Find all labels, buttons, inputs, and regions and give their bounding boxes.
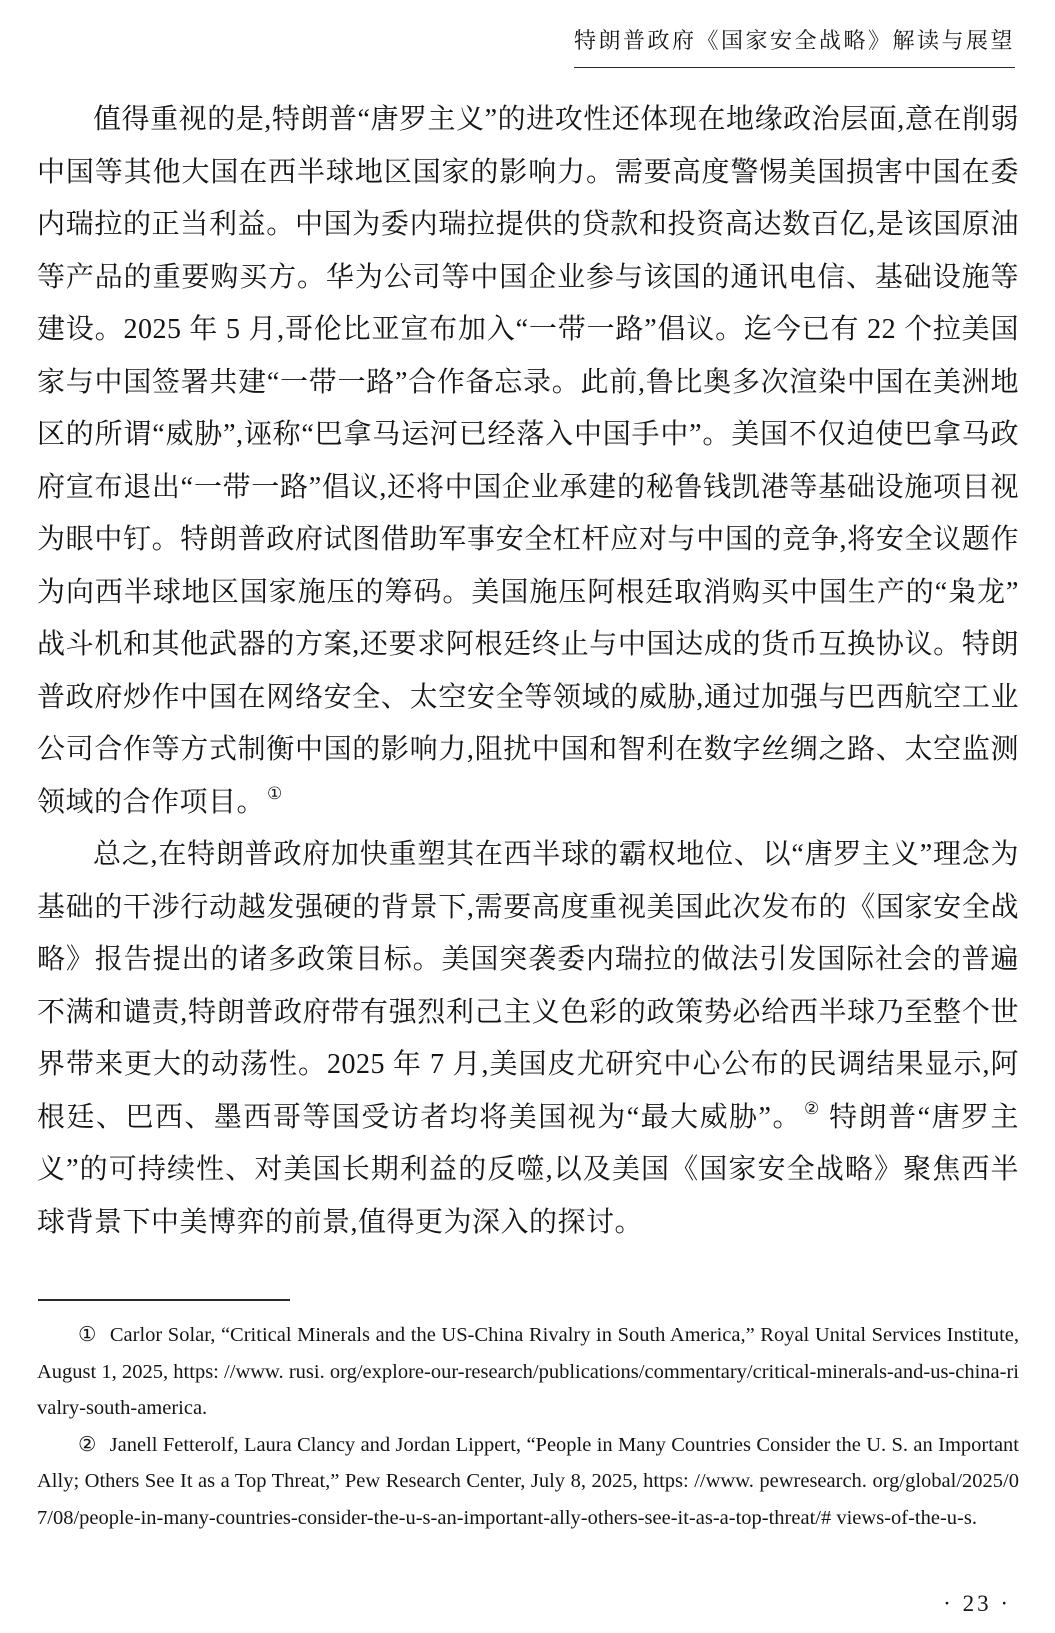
footnote-1-marker: ① [78, 1324, 97, 1346]
paragraph-2-text-before-ref: 总之,在特朗普政府加快重塑其在西半球的霸权地位、以“唐罗主义”理念为基础的干涉行动越发强硬的背景下,需要高度重视美国此次发布的《国家安全战略》报告提出的诸多政策目标。美国突袭委内瑞拉的做法引发国际社会的普遍不满和谴责,特朗普政府带有强烈利己主义色彩的政策势必给西半球乃至整个世界带来更大的动荡性。2025 年 7 月,美国皮尤研究中心公布的民调结果显示,阿根廷、巴西、墨西哥等国受访者均将美国视为“最大威胁”。 [37, 839, 1019, 1133]
footnote-2 [37, 1427, 1019, 1537]
footnote-ref-1: ① [267, 783, 283, 803]
footnote-2-marker: ② [78, 1433, 97, 1456]
page-number: · 23 · [943, 1591, 1011, 1616]
footnote-separator [38, 1299, 290, 1301]
footnote-ref-2: ② [803, 1098, 821, 1118]
paragraph-2-text-after-ref: 特朗普“唐罗主义”的可持续性、对美国长期利益的反噬,以及美国《国家安全战略》聚焦西半球背景下中美博弈的前景,值得更为深入的探讨。 [37, 1101, 1019, 1238]
footnote-1-text: Carlor Solar, “Critical Minerals and the US-China Rivalry in South America,” Royal Unital Services Institute, August 1, 2025, https: //www. rusi. org/explore-our-research/publications/commentary/critical-minerals-and-us-china-rivalry-south-america. [37, 1324, 1019, 1419]
running-header-title: 特朗普政府《国家安全战略》解读与展望 [574, 26, 1015, 68]
footnote-2-text: Janell Fetterolf, Laura Clancy and Jordan Lippert, “People in Many Countries Consider the U. S. an Important Ally; Others See It as a Top Threat,” Pew Research Center, July 8, 2025, https: //www. pewresearch. org/global/2025/07/08/people-in-many-countries-consider-the-u-s-an-important-ally-others-see-it-as-a-top-threat/# views-of-the-u-s. [37, 1433, 1019, 1529]
paragraph-1-text: 值得重视的是,特朗普“唐罗主义”的进攻性还体现在地缘政治层面,意在削弱中国等其他大国在西半球地区国家的影响力。需要高度警惕美国损害中国在委内瑞拉的正当利益。中国为委内瑞拉提供的贷款和投资高达数百亿,是该国原油等产品的重要购买方。华为公司等中国企业参与该国的通讯电信、基础设施等建设。2025 年 5 月,哥伦比亚宣布加入“一带一路”倡议。迄今已有 22 个拉美国家与中国签署共建“一带一路”合作备忘录。此前,鲁比奥多次渲染中国在美洲地区的所谓“威胁”,诬称“巴拿马运河已经落入中国手中”。美国不仅迫使巴拿马政府宣布退出“一带一路”倡议,还将中国企业承建的秘鲁钱凯港等基础设施项目视为眼中钉。特朗普政府试图借助军事安全杠杆应对与中国的竞争,将安全议题作为向西半球地区国家施压的筹码。美国施压阿根廷取消购买中国生产的“枭龙”战斗机和其他武器的方案,还要求阿根廷终止与中国达成的货币互换协议。特朗普政府炒作中国在网络安全、太空安全等领域的威胁,通过加强与巴西航空工业公司合作等方式制衡中国的影响力,阻扰中国和智利在数字丝绸之路、太空监测领域的合作项目。 [37, 104, 1019, 818]
running-header [37, 26, 1019, 68]
article-body [37, 94, 1019, 1249]
footnotes-section [37, 1299, 1019, 1536]
footnote-1 [37, 1317, 1019, 1427]
body-paragraph-1 [37, 94, 1019, 829]
body-paragraph-2 [37, 829, 1019, 1249]
